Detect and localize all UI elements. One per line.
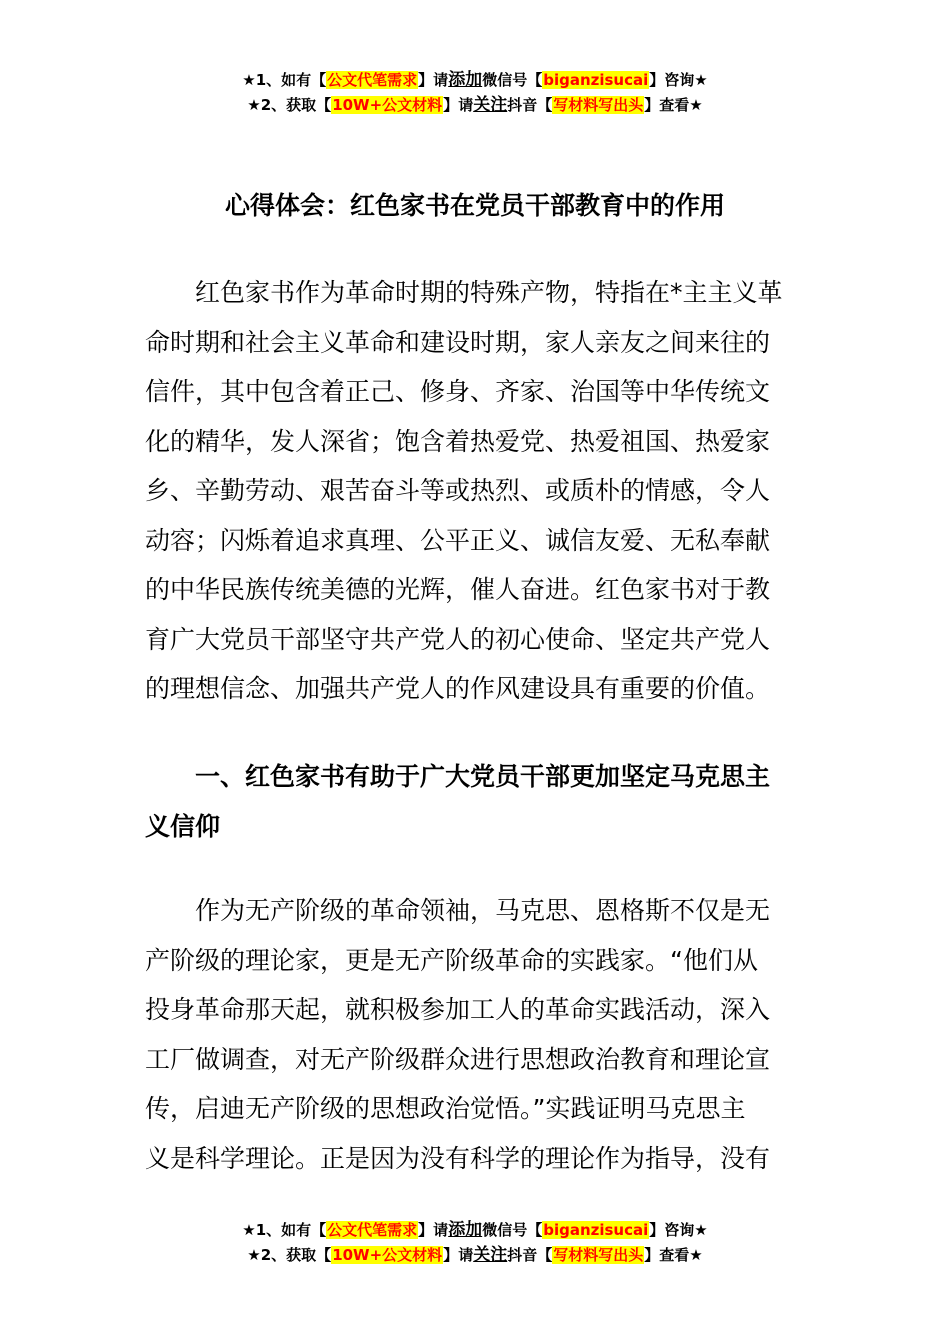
- banner-text: ★2、获取【: [247, 96, 332, 114]
- body-paragraph-2: [145, 886, 801, 1183]
- document-title: 心得体会：红色家书在党员干部教育中的作用: [224, 191, 725, 220]
- body-paragraph-1: [145, 268, 801, 714]
- header-banner: [0, 68, 950, 118]
- text-line: 动容；闪烁着追求真理、公平正义、诚信友爱、无私奉献: [145, 525, 771, 555]
- banner-highlight: biganzisucai: [543, 71, 649, 89]
- text-line: 乡、辛勤劳动、艰苦奋斗等或热烈、或质朴的情感，令人: [145, 476, 771, 505]
- banner-highlight: 写材料写出头: [553, 96, 644, 114]
- text-line: 工厂做调查，对无产阶级群众进行思想政治教育和理论宣: [145, 1044, 771, 1074]
- footer-banner: [0, 1218, 950, 1268]
- banner-text: 】咨询★: [649, 1221, 708, 1239]
- banner-line-2: [0, 93, 950, 118]
- banner-text: 抖音【: [507, 96, 553, 114]
- banner-line-1: [0, 1218, 950, 1243]
- banner-emphasis: 添加: [448, 70, 483, 90]
- heading-line: 义信仰: [145, 811, 221, 841]
- text-line: 育广大党员干部坚守共产党人的初心使命、坚定共产党人: [145, 624, 771, 654]
- text-line: 的理想信念、加强共产党人的作风建设具有重要的价值。: [145, 674, 771, 703]
- banner-text: 微信号【: [482, 1221, 543, 1239]
- banner-text: 】咨询★: [649, 71, 708, 89]
- banner-text: 】查看★: [644, 1246, 703, 1264]
- banner-highlight: biganzisucai: [543, 1221, 649, 1239]
- banner-text: ★1、如有【: [242, 1221, 327, 1239]
- banner-highlight: 10W+公文材料: [332, 1246, 443, 1264]
- banner-text: ★1、如有【: [242, 71, 327, 89]
- banner-highlight: 写材料写出头: [553, 1246, 644, 1264]
- banner-text: 】请: [443, 96, 474, 114]
- banner-highlight: 10W+公文材料: [332, 96, 443, 114]
- banner-emphasis: 关注: [473, 95, 508, 115]
- banner-text: 】请: [418, 71, 449, 89]
- heading-line: 一、红色家书有助于广大党员干部更加坚定马克思主: [195, 762, 771, 791]
- text-line: 的中华民族传统美德的光辉，催人奋进。红色家书对于教: [145, 575, 771, 604]
- text-line: 传，启迪无产阶级的思想政治觉悟。”实践证明马克思主: [145, 1094, 746, 1123]
- text-line: 作为无产阶级的革命领袖，马克思、恩格斯不仅是无: [195, 896, 771, 925]
- banner-emphasis: 添加: [448, 1220, 483, 1240]
- text-line: 信件，其中包含着正己、修身、齐家、治国等中华传统文: [145, 377, 771, 406]
- banner-text: ★2、获取【: [247, 1246, 332, 1264]
- text-line: 产阶级的理论家，更是无产阶级革命的实践家。“他们从: [145, 945, 758, 975]
- text-line: 红色家书作为革命时期的特殊产物，特指在*主主义革: [195, 278, 783, 307]
- banner-text: 微信号【: [482, 71, 543, 89]
- banner-text: 抖音【: [507, 1246, 553, 1264]
- text-line: 化的精华，发人深省；饱含着热爱党、热爱祖国、热爱家: [145, 426, 771, 456]
- banner-text: 】请: [443, 1246, 474, 1264]
- banner-highlight: 公文代笔需求: [327, 1221, 418, 1239]
- text-line: 投身革命那天起，就积极参加工人的革命实践活动，深入: [145, 995, 771, 1024]
- banner-text: 】查看★: [644, 96, 703, 114]
- banner-highlight: 公文代笔需求: [327, 71, 418, 89]
- banner-text: 】请: [418, 1221, 449, 1239]
- text-line: 命时期和社会主义革命和建设时期，家人亲友之间来往的: [145, 327, 771, 357]
- banner-line-1: [0, 68, 950, 93]
- section-heading-1: [145, 752, 801, 851]
- banner-line-2: [0, 1243, 950, 1268]
- banner-emphasis: 关注: [473, 1245, 508, 1265]
- text-line: 义是科学理论。正是因为没有科学的理论作为指导，没有: [145, 1143, 771, 1173]
